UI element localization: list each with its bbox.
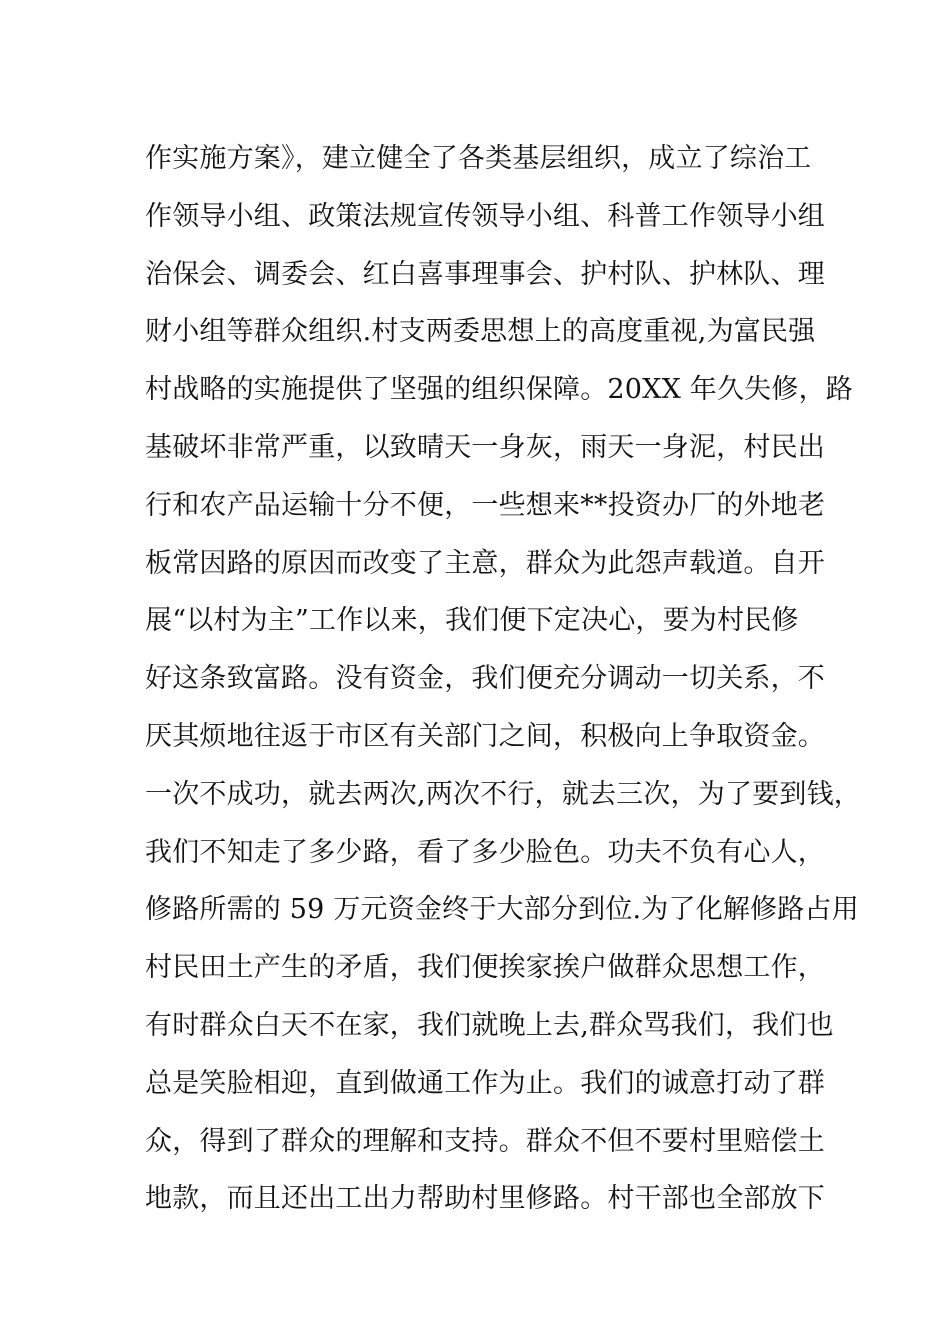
text-line: 修路所需的 59 万元资金终于大部分到位.为了化解修路占用 [145, 894, 859, 926]
text-line: 厌其烦地往返于市区有关部门之间，积极向上争取资金。 [145, 720, 825, 752]
text-line: 地款，而且还出工出力帮助村里修路。村干部也全部放下 [145, 1183, 825, 1215]
text-line: 一次不成功，就去两次,两次不行，就去三次，为了要到钱， [145, 778, 861, 810]
body-text [145, 130, 861, 1228]
text-line: 总是笑脸相迎，直到做通工作为止。我们的诚意打动了群 [145, 1067, 825, 1099]
text-line: 作领导小组、政策法规宣传领导小组、科普工作领导小组 [145, 200, 825, 232]
text-line: 财小组等群众组织.村支两委思想上的高度重视,为富民强 [145, 316, 816, 348]
text-line: 村民田土产生的矛盾，我们便挨家挨户做群众思想工作， [145, 952, 825, 984]
text-line: 有时群众白天不在家，我们就晚上去,群众骂我们，我们也 [145, 1009, 834, 1041]
text-line: 治保会、调委会、红白喜事理事会、护村队、护林队、理 [145, 258, 825, 290]
text-line: 众，得到了群众的理解和支持。群众不但不要村里赔偿土 [145, 1125, 825, 1157]
text-line: 展“以村为主”工作以来，我们便下定决心，要为村民修 [145, 605, 799, 637]
text-line: 我们不知走了多少路，看了多少脸色。功夫不负有心人， [145, 836, 825, 868]
text-line: 作实施方案》，建立健全了各类基层组织，成立了综治工 [145, 143, 812, 174]
text-line: 好这条致富路。没有资金，我们便充分调动一切关系，不 [145, 663, 825, 695]
text-line: 板常因路的原因而改变了主意，群众为此怨声载道。自开 [145, 547, 825, 579]
text-line: 基破坏非常严重，以致晴天一身灰，雨天一身泥，村民出 [145, 431, 825, 463]
text-line: 村战略的实施提供了坚强的组织保障。20XX 年久失修，路 [145, 374, 853, 406]
text-line: 行和农产品运输十分不便，一些想来**投资办厂的外地老 [145, 489, 826, 521]
